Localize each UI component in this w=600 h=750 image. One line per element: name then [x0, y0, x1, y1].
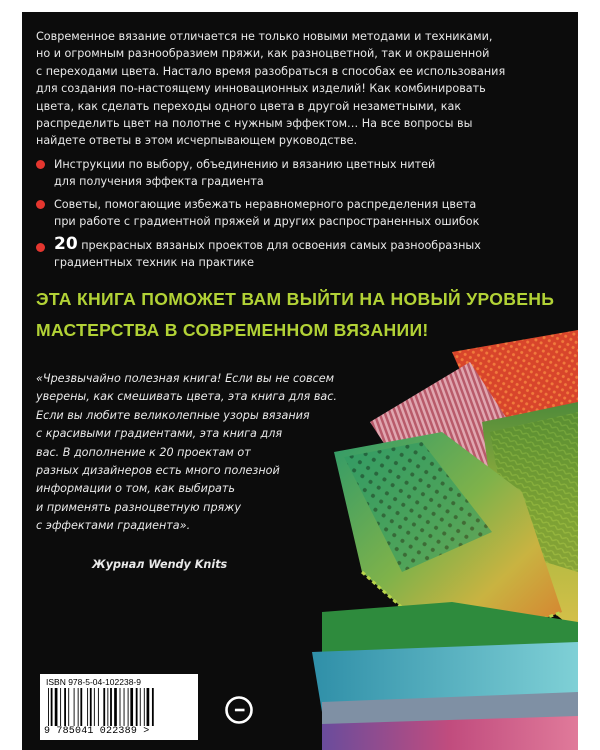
quote-line: разных дизайнеров есть много полезной: [36, 464, 280, 478]
intro-line: для создания по-настоящему инновационных изделий! Как комбинировать: [36, 82, 486, 96]
bullet-text: при работе с градиентной пряжей и других распространенных ошибок: [54, 215, 480, 229]
barcode-bars-icon: [48, 688, 188, 726]
quote-line: и применять разноцветную пряжу: [36, 500, 241, 514]
intro-line: найдете ответы в этом исчерпывающем руководстве.: [36, 134, 358, 148]
bullet-dot-icon: [36, 160, 45, 169]
quote-source: Журнал Wendy Knits: [92, 558, 228, 571]
bullet-text: градиентных техник на практике: [54, 256, 254, 270]
headline-line: ЭТА КНИГА ПОМОЖЕТ ВАМ ВЫЙТИ НА НОВЫЙ УРОВЕНЬ: [36, 289, 555, 309]
bullet-text: прекрасных вязаных проектов для освоения самых разнообразных: [77, 239, 481, 252]
eksmo-e-logo-icon: [225, 696, 253, 724]
intro-line: но и огромным разнообразием пряжи, как разноцветной, так и окрашенной: [36, 47, 490, 61]
bullet-text: Инструкции по выбору, объединению и вязанию цветных нитей: [54, 158, 436, 171]
isbn-text: ISBN 978-5-04-102238-9: [46, 677, 141, 687]
review-quote: [36, 370, 337, 536]
isbn-barcode: [40, 674, 198, 740]
quote-line: с эффектами градиента».: [36, 519, 191, 533]
bullet-dot-icon: [36, 200, 45, 209]
book-back-cover: [22, 12, 578, 750]
headline: [36, 284, 566, 346]
quote-line: информации о том, как выбирать: [36, 482, 236, 496]
intro-line: с переходами цвета. Настало время разобраться в способах ее использования: [36, 64, 506, 78]
quote-line: вас. В дополнение к 20 проектам от: [36, 445, 251, 459]
quote-line: «Чрезвычайно полезная книга! Если вы не совсем: [36, 372, 335, 385]
intro-line: цвета, как сделать переходы одного цвета в другой незаметными, как: [36, 99, 462, 113]
intro-paragraph: [36, 28, 560, 150]
intro-line: Современное вязание отличается не только новыми методами и техниками,: [36, 30, 493, 43]
quote-line: уверены, как смешивать цвета, эта книга для вас.: [36, 390, 337, 404]
bullet-text: для получения эффекта градиента: [54, 175, 264, 189]
bullet-text: Советы, помогающие избежать неравномерного распределения цвета: [54, 198, 477, 211]
bullet-dot-icon: [36, 243, 45, 252]
quote-line: с красивыми градиентами, эта книга для: [36, 427, 283, 441]
headline-line: МАСТЕРСТВА В СОВРЕМЕННОМ ВЯЗАНИИ!: [36, 320, 429, 340]
projects-count: 20: [54, 234, 78, 254]
intro-line: распределить цвет на полотне с нужным эффектом… На все вопросы вы: [36, 117, 473, 131]
quote-line: Если вы любите великолепные узоры вязания: [36, 408, 310, 422]
ean-digits: 9 785041 022389 >: [44, 726, 150, 737]
